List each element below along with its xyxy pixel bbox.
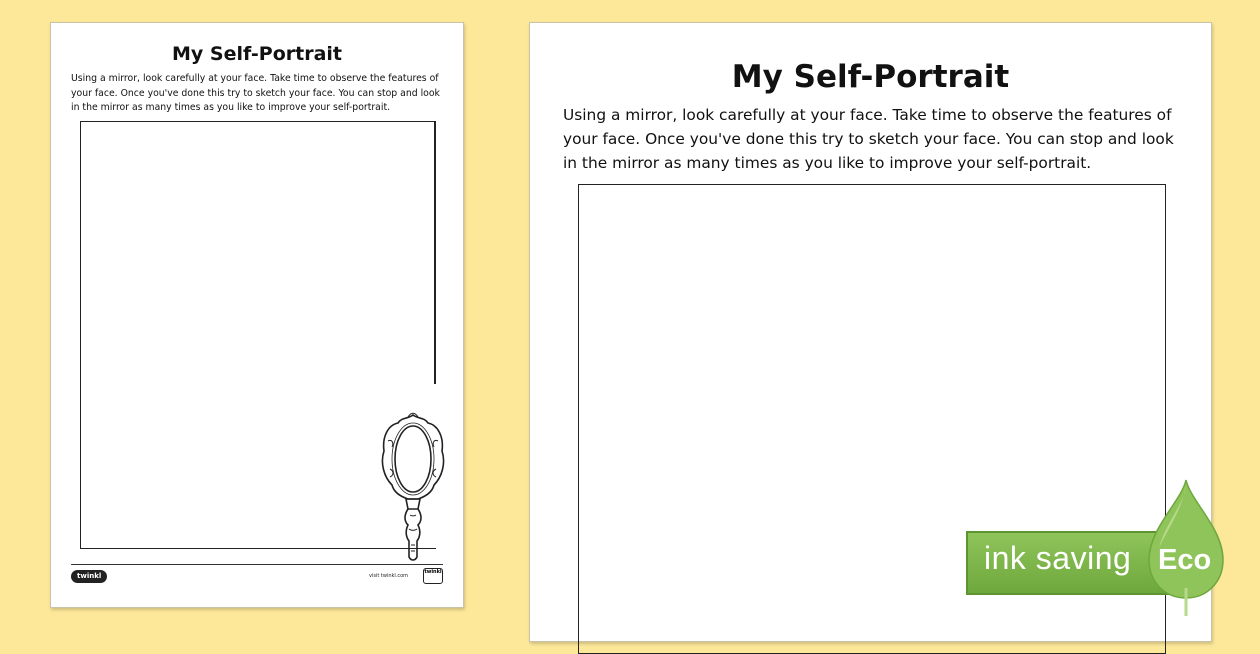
worksheet-instructions: Using a mirror, look carefully at your face. Take time to observe the features of your face. Once you've done this try to sketch your face. You can stop and look in the mirror as many times as you like to improve your self-portrait. [71,73,440,113]
footer-divider [71,564,443,565]
ink-saving-label: ink saving [984,540,1132,576]
eco-label: Eco [1158,544,1212,576]
worksheet-instructions: Using a mirror, look carefully at your face. Take time to observe the features of your face. Once you've done this try to sketch your face. You can stop and look in the mirror as many times as you like to improve your self-portrait. [563,106,1174,172]
worksheet-title: My Self-Portrait [171,43,343,65]
worksheet-title: My Self-Portrait [731,59,1010,95]
twinkl-logo: twinkl [71,570,107,583]
visit-link-text: visit twinkl.com [369,573,409,579]
worksheet-preview-small [50,22,464,608]
drawing-frame-edge [434,121,436,384]
hand-mirror-icon [378,411,448,563]
twinkl-quality-logo: twinkl [423,568,443,584]
